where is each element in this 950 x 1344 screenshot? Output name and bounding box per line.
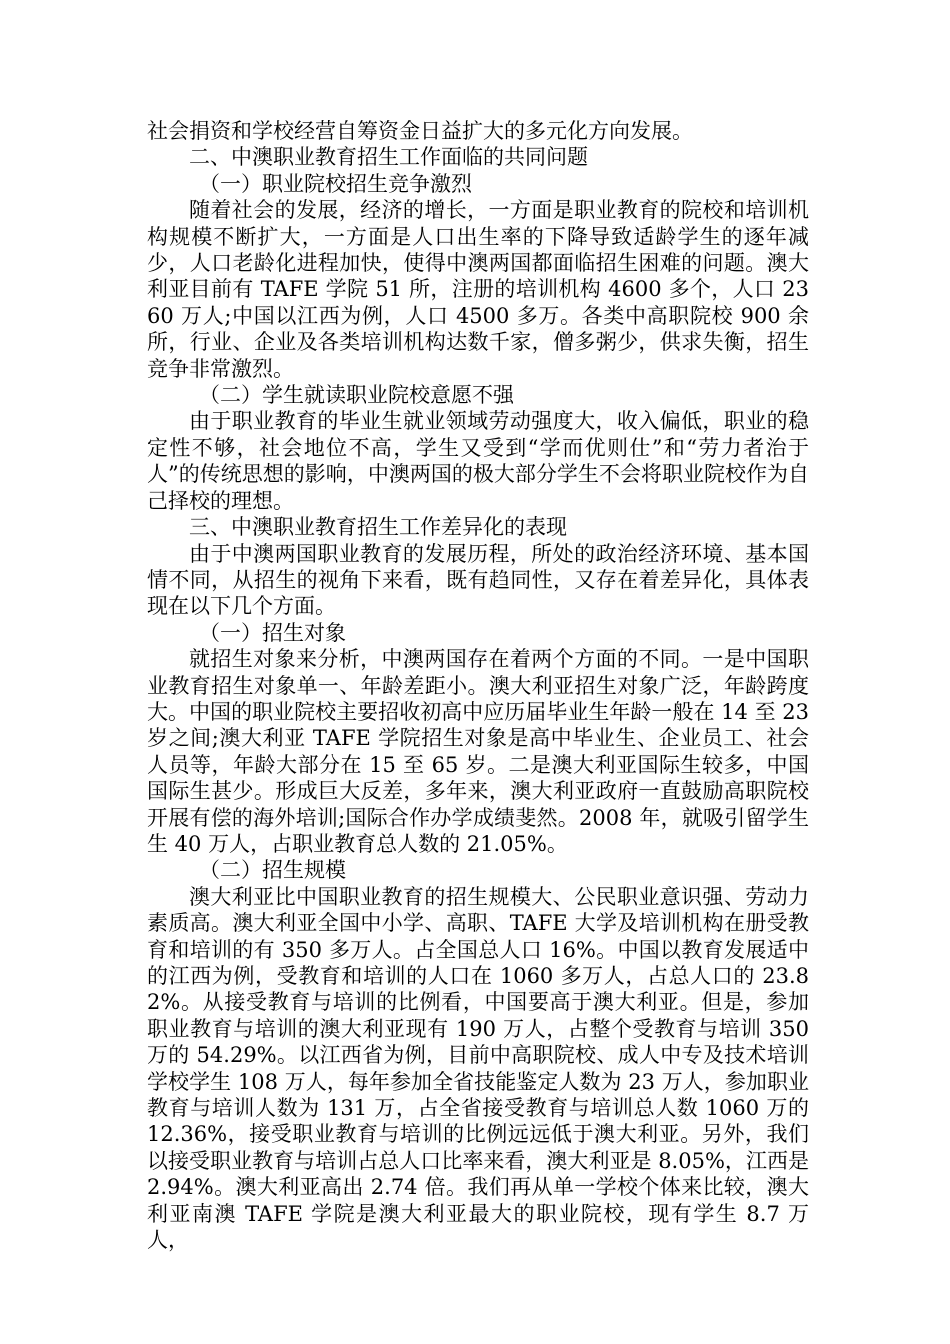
body-paragraph-continued: 社会捐资和学校经营自筹资金日益扩大的多元化方向发展。: [147, 119, 693, 143]
body-paragraph: 就招生对象来分析，中澳两国存在着两个方面的不同。一是中国职业教育招生对象单一、年龄差距小。澳大利亚招生对象广泛，年龄跨度大。中国的职业院校主要招收初高中应历届毕业生年龄一般在 14 至 23 岁之间;澳大利亚 TAFE 学院招生对象是高中毕业生、企业员工、社会人员等，年龄大部分在 15 至 65 岁。二是澳大利亚国际生较多，中国国际生甚少。形成巨大反差，多年来，澳大利亚政府一直鼓励高职院校开展有偿的海外培训;国际合作办学成绩斐然。2008 年，就吸引留学生生 40 万人，占职业教育总人数的 21.05%。: [147, 647, 809, 856]
body-paragraph: 由于职业教育的毕业生就业领域劳动强度大，收入偏低，职业的稳定性不够，社会地位不高，学生又受到“学而优则仕”和“劳力者治于人”的传统思想的影响，中澳两国的极大部分学生不会将职业院校作为自己择校的理想。: [147, 409, 809, 513]
subsection-heading-3-2: （二）招生规模: [199, 858, 346, 883]
body-paragraph: 澳大利亚比中国职业教育的招生规模大、公民职业意识强、劳动力素质高。澳大利亚全国中小学、高职、TAFE 大学及培训机构在册受教育和培训的有 350 多万人。占全国总人口 16%。中国以教育发展适中的江西为例，受教育和培训的人口在 1060 多万人，占总人口的 23.82%。从接受教育与培训的比例看，中国要高于澳大利亚。但是，参加职业教育与培训的澳大利亚现有 190 万人，占整个受教育与培训 350 万的 54.29%。以江西省为例，目前中高职院校、成人中专及技术培训学校学生 108 万人，每年参加全省技能鉴定人数为 23 万人，参加职业教育与培训人数为 131 万，占全省接受教育与培训总人数 1060 万的 12.36%，接受职业教育与培训的比例远远低于澳大利亚。另外，我们以接受职业教育与培训占总人口比率来看，澳大利亚是 8.05%，江西是 2.94%。澳大利亚高出 2.74 倍。我们再从单一学校个体来比较，澳大利亚南澳 TAFE 学院是澳大利亚最大的职业院校，现有学生 8.7 万人，: [147, 884, 809, 1253]
document-page: [147, 118, 809, 1253]
section-heading-3: 三、中澳职业教育招生工作差异化的表现: [189, 515, 567, 540]
body-paragraph: 由于中澳两国职业教育的发展历程，所处的政治经济环境、基本国情不同，从招生的视角下来看，既有趋同性，又存在着差异化，具体表现在以下几个方面。: [147, 541, 809, 619]
section-heading-2: 二、中澳职业教育招生工作面临的共同问题: [189, 145, 588, 170]
subsection-heading-2-2: （二）学生就读职业院校意愿不强: [199, 383, 514, 408]
body-paragraph: 随着社会的发展，经济的增长，一方面是职业教育的院校和培训机构规模不断扩大，一方面是人口出生率的下降导致适龄学生的逐年减少，人口老龄化进程加快，使得中澳两国都面临招生困难的问题。澳大利亚目前有 TAFE 学院 51 所，注册的培训机构 4600 多个，人口 2360 万人;中国以江西为例，人口 4500 多万。各类中高职院校 900 余所，行业、企业及各类培训机构达数千家，僧多粥少，供求失衡，招生竞争非常激烈。: [147, 198, 809, 381]
subsection-heading-3-1: （一）招生对象: [199, 620, 346, 645]
subsection-heading-2-1: （一）职业院校招生竞争激烈: [199, 171, 472, 196]
